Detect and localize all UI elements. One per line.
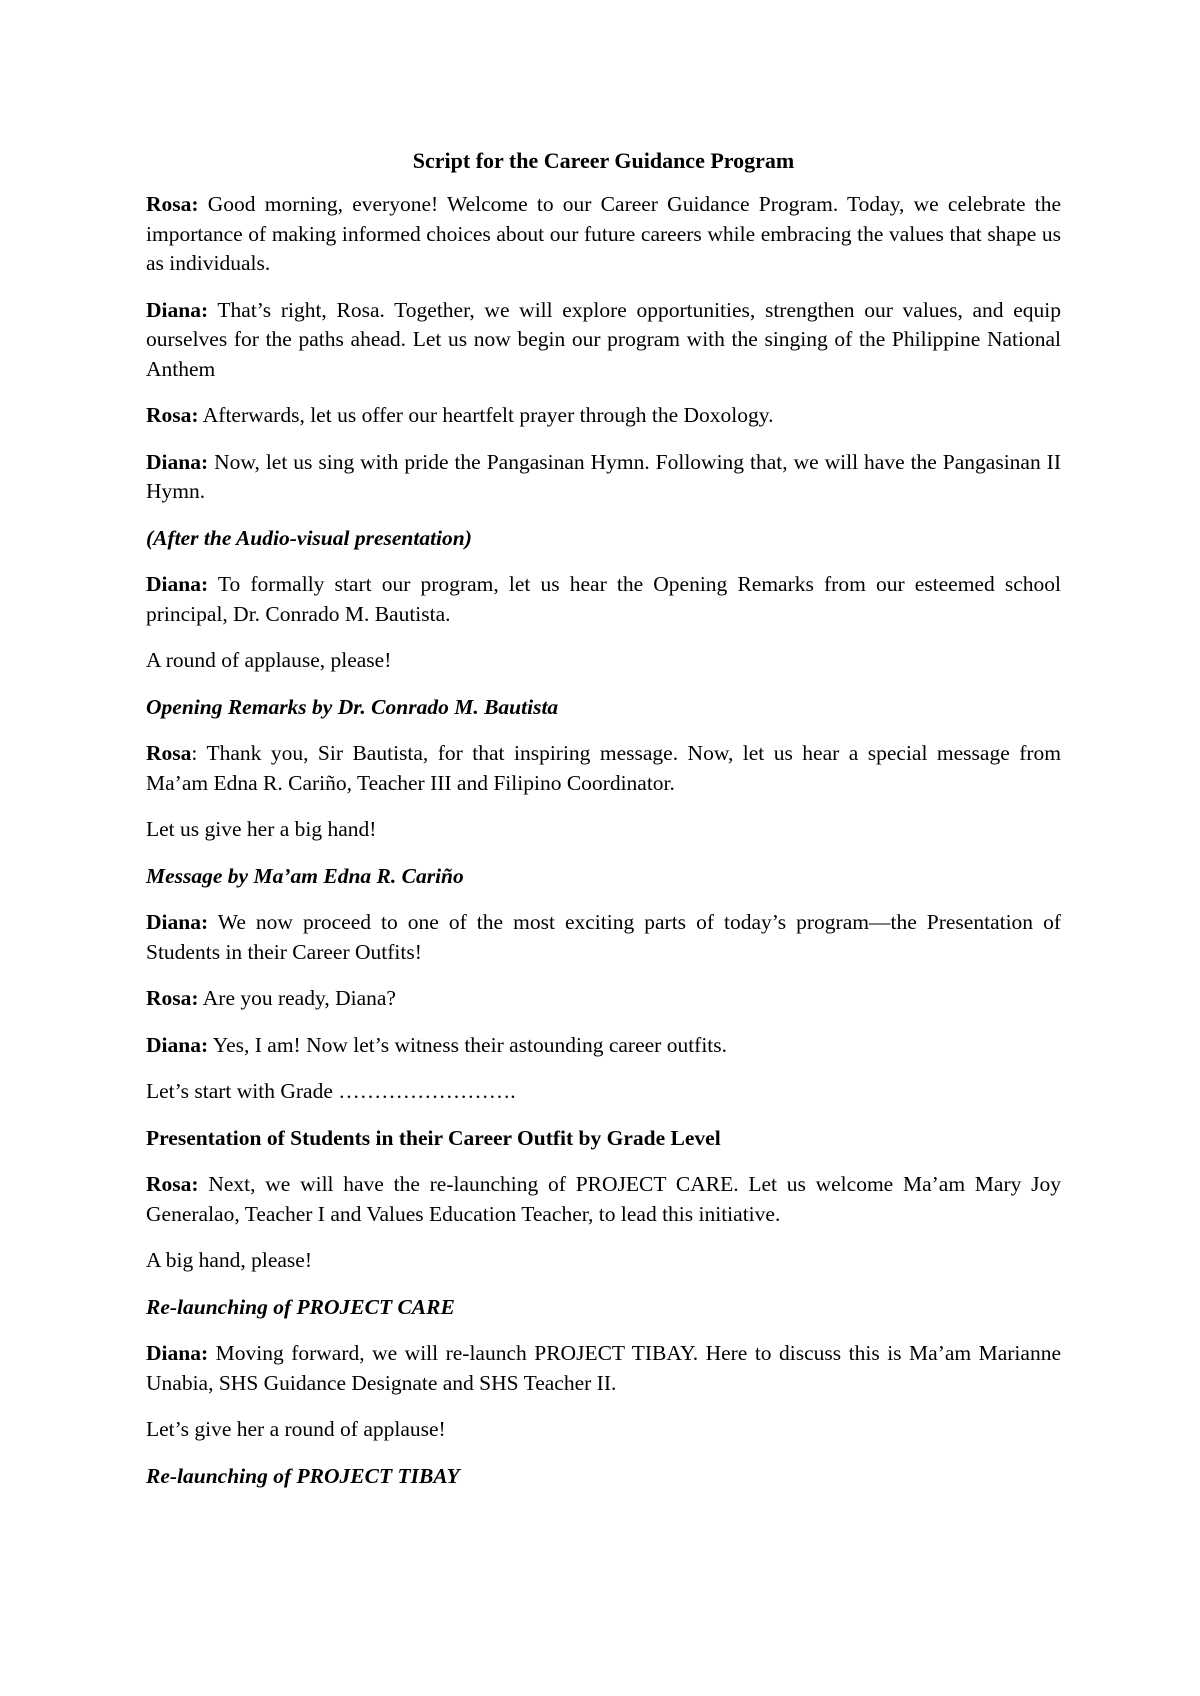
dialogue-text: Are you ready, Diana? [198,986,396,1010]
speaker-name: Diana: [146,1032,209,1057]
dialogue-text: Yes, I am! Now let’s witness their astounding career outfits. [208,1032,728,1057]
dialogue-line [146,190,1061,279]
speaker-name: Rosa: [146,1172,199,1196]
speaker-name: Rosa: [146,192,199,216]
plain-line: Let us give her a big hand! [146,817,377,841]
dialogue-text: Good morning, everyone! Welcome to our Career Guidance Program. Today, we celebrate the importance of making informed choices about our future careers while embracing the values that shape us as individuals. [146,192,1061,275]
speaker-name: Rosa: [146,986,199,1010]
dialogue-line [146,1170,1061,1229]
dialogue-text: Next, we will have the re-launching of PROJECT CARE. Let us welcome Ma’am Mary Joy Generalao, Teacher I and Values Education Teacher, to lead this initiative. [146,1172,1061,1226]
dialogue-line [146,1031,1061,1061]
dialogue-line [146,448,1061,507]
document-body [146,146,1061,1508]
dialogue-line [146,296,1061,385]
dialogue-line [146,401,1061,431]
dialogue-text: That’s right, Rosa. Together, we will explore opportunities, strengthen our values, and equip ourselves for the paths ahead. Let us now begin our program with the singing of the Philippine National Anthem [146,297,1061,381]
plain-line: Let’s start with Grade ……………………. [146,1079,516,1103]
speaker-name: Rosa [146,741,192,765]
dialogue-text: We now proceed to one of the most exciting parts of today’s program—the Presentation of Students in their Career Outfits! [146,910,1061,964]
speaker-name: Rosa: [146,403,199,427]
dialogue-line [146,984,1061,1014]
speaker-name: Diana: [146,297,209,322]
stage-cue: (After the Audio-visual presentation) [146,525,472,550]
plain-line: A big hand, please! [146,1248,312,1272]
speaker-name: Diana: [146,449,209,474]
dialogue-text: To formally start our program, let us hear the Opening Remarks from our esteemed school principal, Dr. Conrado M. Bautista. [146,572,1061,626]
dialogue-text: : Thank you, Sir Bautista, for that inspiring message. Now, let us hear a special message from Ma’am Edna R. Cariño, Teacher III and Filipino Coordinator. [146,741,1061,795]
segment-heading: Presentation of Students in their Career Outfit by Grade Level [146,1125,721,1150]
document-title: Script for the Career Guidance Program [412,148,795,173]
dialogue-text: Moving forward, we will re-launch PROJECT TIBAY. Here to discuss this is Ma’am Marianne Unabia, SHS Guidance Designate and SHS Teacher II. [146,1341,1061,1395]
speaker-name: Diana: [146,1341,209,1365]
plain-line: A round of applause, please! [146,648,392,672]
dialogue-text: Afterwards, let us offer our heartfelt prayer through the Doxology. [198,403,774,427]
segment-heading: Opening Remarks by Dr. Conrado M. Bautista [146,694,559,719]
speaker-name: Diana: [146,910,209,934]
dialogue-line [146,739,1061,798]
dialogue-line [146,1339,1061,1398]
dialogue-text: Now, let us sing with pride the Pangasinan Hymn. Following that, we will have the Pangasinan II Hymn. [146,449,1061,503]
segment-heading: Message by Ma’am Edna R. Cariño [146,863,464,888]
plain-line: Let’s give her a round of applause! [146,1417,446,1441]
dialogue-line [146,570,1061,629]
dialogue-line [146,908,1061,967]
segment-heading: Re-launching of PROJECT CARE [146,1294,455,1319]
segment-heading: Re-launching of PROJECT TIBAY [146,1463,460,1488]
speaker-name: Diana: [146,572,209,596]
